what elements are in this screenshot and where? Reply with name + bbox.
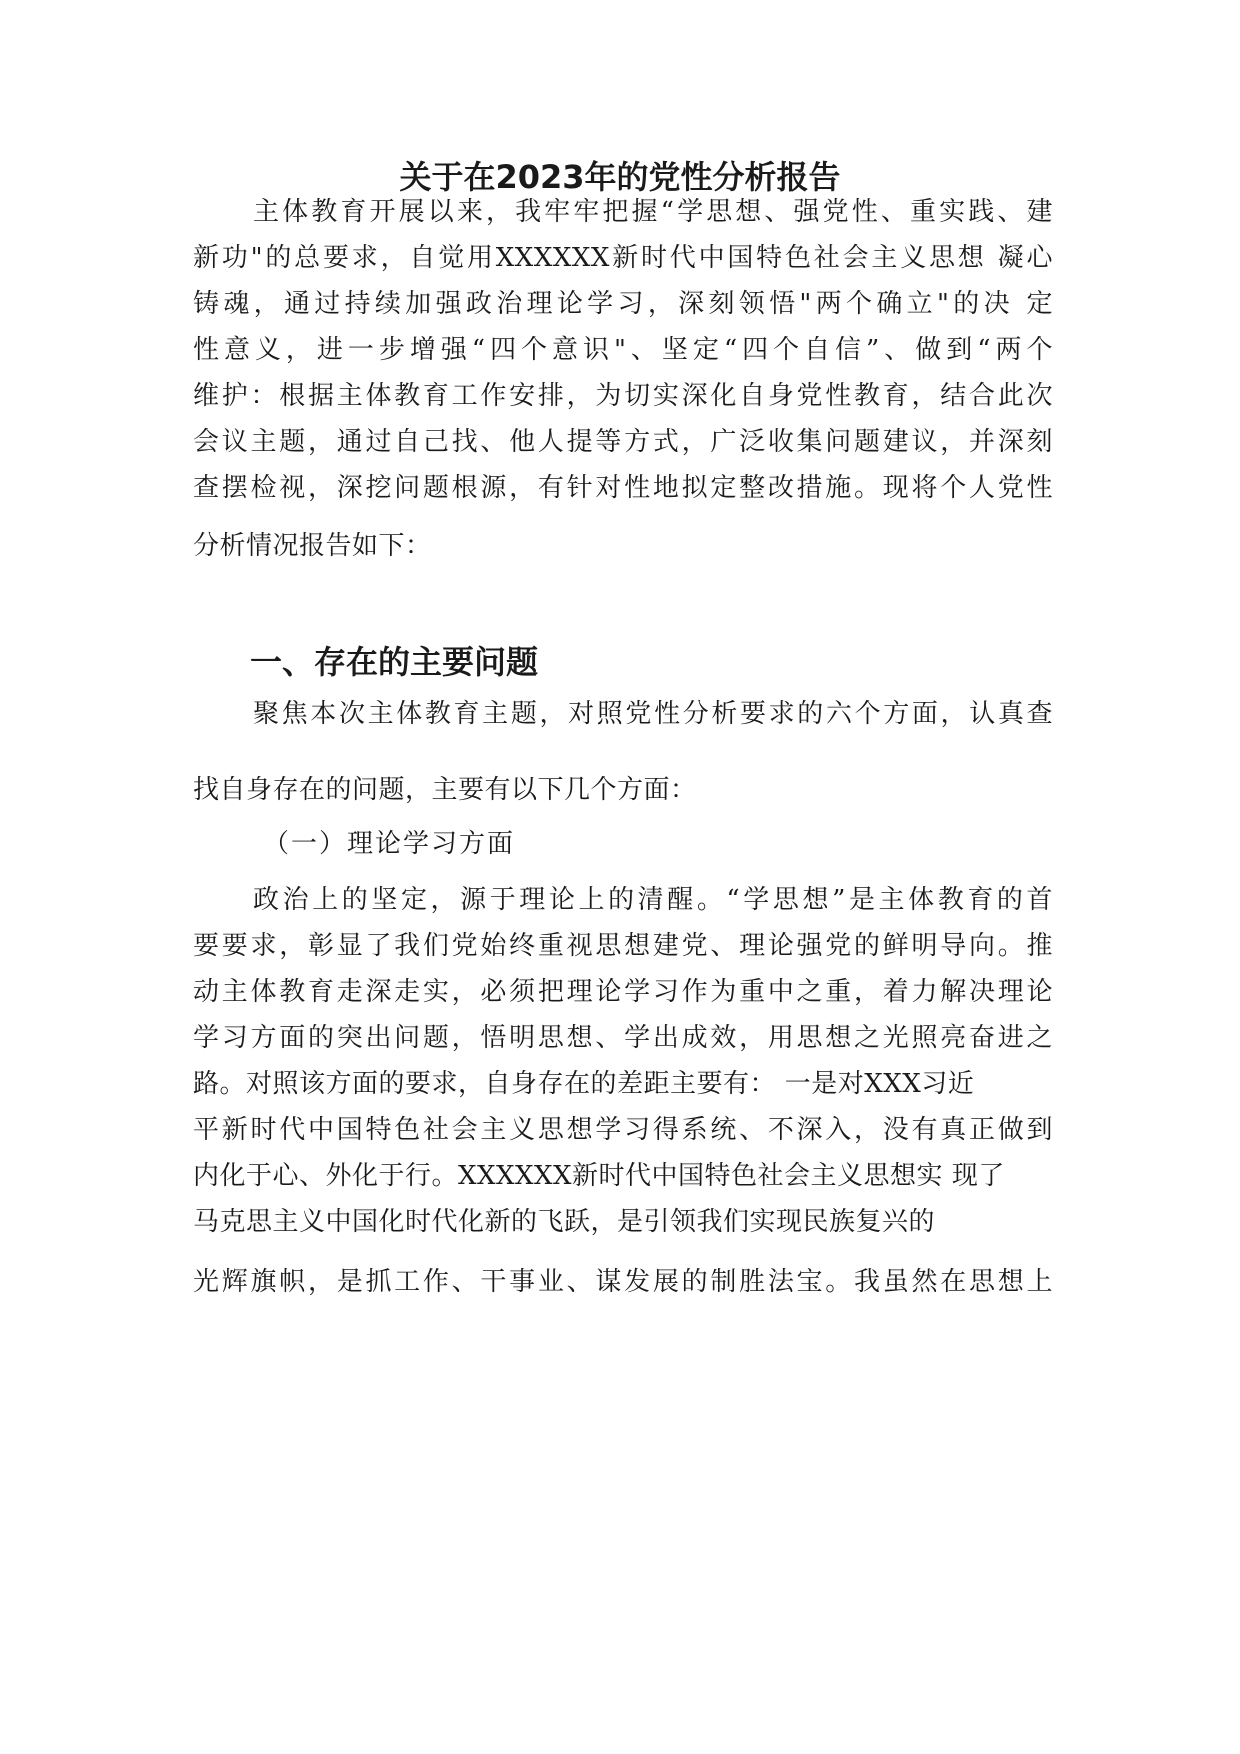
document-title: 关于在2023年的党性分析报告: [399, 158, 841, 196]
body-line: 马克思主义中国化时代化新的飞跃，是引领我们实现民族复兴的: [193, 1207, 936, 1237]
body-line: 动主体教育走深走实，必须把理论学习作为重中之重，着力解决理论: [193, 977, 1053, 1007]
section-line: 聚焦本次主体教育主题，对照党性分析要求的六个方面，认真查: [253, 699, 1053, 729]
intro-line: 新功"的总要求，自觉用XXXXXX新时代中国特色社会主义思想 凝心: [193, 243, 1053, 273]
intro-line: 主体教育开展以来，我牢牢把握“学思想、强党性、重实践、建: [253, 197, 1053, 227]
intro-line: 性意义，进一步增强“四个意识"、坚定“四个自信”、做到“两个: [193, 335, 1053, 365]
body-line: 平新时代中国特色社会主义思想学习得系统、不深入，没有真正做到: [193, 1115, 1053, 1145]
intro-line: 维护：根据主体教育工作安排，为切实深化自身党性教育，结合此次: [193, 381, 1053, 411]
intro-line: 铸魂，通过持续加强政治理论学习，深刻领悟"两个确立"的决 定: [193, 289, 1053, 319]
body-line: 学习方面的突出问题，悟明思想、学出成效，用思想之光照亮奋进之: [193, 1023, 1053, 1053]
section-line: 找自身存在的问题，主要有以下几个方面：: [193, 775, 697, 805]
body-line: 政治上的坚定，源于理论上的清醒。“学思想”是主体教育的首: [253, 885, 1053, 915]
subsection-heading: （一）理论学习方面: [263, 829, 516, 859]
intro-line: 查摆检视，深挖问题根源，有针对性地拟定整改措施。现将个人党性: [193, 473, 1053, 503]
body-line: 路。对照该方面的要求，自身存在的差距主要有： 一是对XXX习近: [193, 1069, 975, 1099]
intro-line: 分析情况报告如下：: [193, 531, 432, 561]
body-line: 光辉旗帜，是抓工作、干事业、谋发展的制胜法宝。我虽然在思想上: [193, 1267, 1053, 1297]
section-heading: 一、存在的主要问题: [250, 643, 539, 681]
body-line: 内化于心、外化于行。XXXXXX新时代中国特色社会主义思想实 现了: [193, 1161, 1005, 1191]
intro-line: 会议主题，通过自己找、他人提等方式，广泛收集问题建议，并深刻: [193, 427, 1053, 457]
body-line: 要要求，彰显了我们党始终重视思想建党、理论强党的鲜明导向。推: [193, 931, 1053, 961]
